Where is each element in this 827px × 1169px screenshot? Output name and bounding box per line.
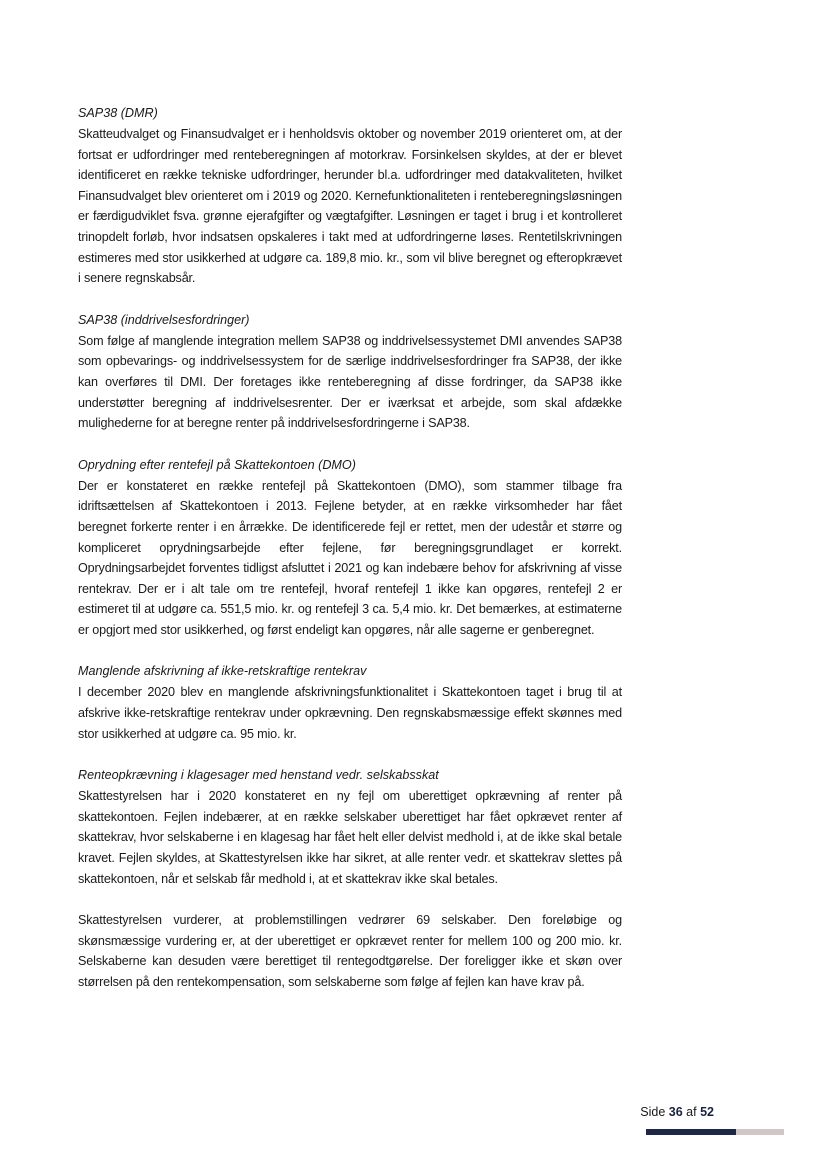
paragraph: I december 2020 blev en manglende afskrivningsfunktionalitet i Skattekontoen taget i brug til at afskrive ikke-retskraftige rentekrav under opkrævning. Den regnskabsmæssige effekt skønnes med stor usikkerhed at udgøre ca. 95 mio. kr.	[78, 685, 622, 741]
current-page: 36	[668, 1105, 683, 1119]
paragraph: Som følge af manglende integration mellem SAP38 og inddrivelsessystemet DMI anvendes SAP38 som opbevarings- og inddrivelsessystem for de særlige inddrivelsesfordringer fra SAP38, der ikke kan overføres til DMI. Der foretages ikke renteberegning af disse fordringer, da SAP38 ikke understøtter beregning af inddrivelsesrenter. Der er iværksat et arbejde, som skal afdække mulighederne for at beregne renter på inddrivelsesfordringerne i SAP38.	[78, 333, 622, 431]
section-title: Renteopkrævning i klagesager med henstand vedr. selskabsskat	[78, 768, 439, 783]
section-vurdering	[78, 910, 622, 992]
section-title: SAP38 (DMR)	[78, 106, 158, 120]
page-separator: af	[686, 1105, 697, 1119]
total-pages: 52	[700, 1105, 714, 1119]
paragraph: Skattestyrelsen har i 2020 konstateret en ny fejl om uberettiget opkrævning af renter på skattekontoen. Fejlen indebærer, at en række selskaber uberettiget har fået opkrævet renter af skattekrav, hvor selskaberne i en klagesag har fået helt eller delvist medhold i, at de ikke skal betale kravet. Fejlen skyldes, at Skattestyrelsen ikke har sikret, at alle renter vedr. et skattekrav slettes på skattekontoen, når et selskab får medhold i, at et skattekrav ikke skal betales.	[78, 789, 622, 886]
section-sap38-dmr	[78, 103, 622, 289]
page-prefix: Side	[640, 1105, 666, 1119]
paragraph: Skattestyrelsen vurderer, at problemstillingen vedrører 69 selskaber. Den foreløbige og skønsmæssige vurdering er, at der uberettiget er opkrævet renter for mellem 100 og 200 mio. kr. Selskaberne kan desuden være berettiget til rentegodtgørelse. Der foreligger ikke et skøn over størrelsen på den rentekompensation, som selskaberne som følge af fejlen kan have krav på.	[78, 913, 622, 989]
footer-rule-light	[736, 1129, 784, 1135]
page-number	[640, 1105, 714, 1119]
section-afskrivning	[78, 661, 622, 744]
paragraph: Der er konstateret en række rentefejl på Skattekontoen (DMO), som stammer tilbage fra idriftsættelsen af Skattekontoen i 2013. Fejlene betyder, at en række virksomheder har fået beregnet forkerte renter i en årrække. De identificerede fejl er rettet, men der udestår et større og kompliceret oprydningsarbejde efter fejlene, før beregningsgrundlaget er korrekt. Oprydningsarbejdet forventes tidligst afsluttet i 2021 og kan indebære behov for afskrivning af visse rentekrav. Der er i alt tale om tre rentefejl, hvoraf rentefejl 1 ikke kan opgøres, rentefejl 2 er estimeret til at udgøre ca. 551,5 mio. kr. og rentefejl 3 ca. 5,4 mio. kr. Det bemærkes, at estimaterne er opgjort med stor usikkerhed, og først endeligt kan opgøres, når alle sagerne er genberegnet.	[78, 478, 622, 637]
section-sap38-inddrivelse	[78, 310, 622, 434]
document-body	[78, 103, 622, 1014]
section-dmo-rentefejl	[78, 455, 622, 641]
section-title: Oprydning efter rentefejl på Skattekontoen (DMO)	[78, 457, 356, 472]
section-title: SAP38 (inddrivelsesfordringer)	[78, 312, 250, 327]
footer-rule	[646, 1129, 784, 1135]
paragraph: Skatteudvalget og Finansudvalget er i henholdsvis oktober og november 2019 orienteret om, at der fortsat er udfordringer med renteberegningen af motorkrav. Forsinkelsen skyldes, at der er blevet identificeret en række tekniske udfordringer, herunder bl.a. udfordringer med datakvaliteten, hvilket Finansudvalget blev orienteret om i 2019 og 2020. Kernefunktionaliteten i renteberegningsløsningen er færdigudviklet fsva. grønne ejerafgifter og vægtafgifter. Løsningen er taget i brug i et kontrolleret trinopdelt forløb, hvor indsatsen opskaleres i takt med at udfordringerne løses. Rentetilskrivningen estimeres med stor usikkerhed at udgøre ca. 189,8 mio. kr., som vil blive beregnet og efteropkrævet i senere regnskabsår.	[78, 127, 622, 286]
section-title: Manglende afskrivning af ikke-retskraftige rentekrav	[78, 664, 367, 679]
section-klagesager	[78, 765, 622, 889]
footer-rule-dark	[646, 1129, 736, 1135]
